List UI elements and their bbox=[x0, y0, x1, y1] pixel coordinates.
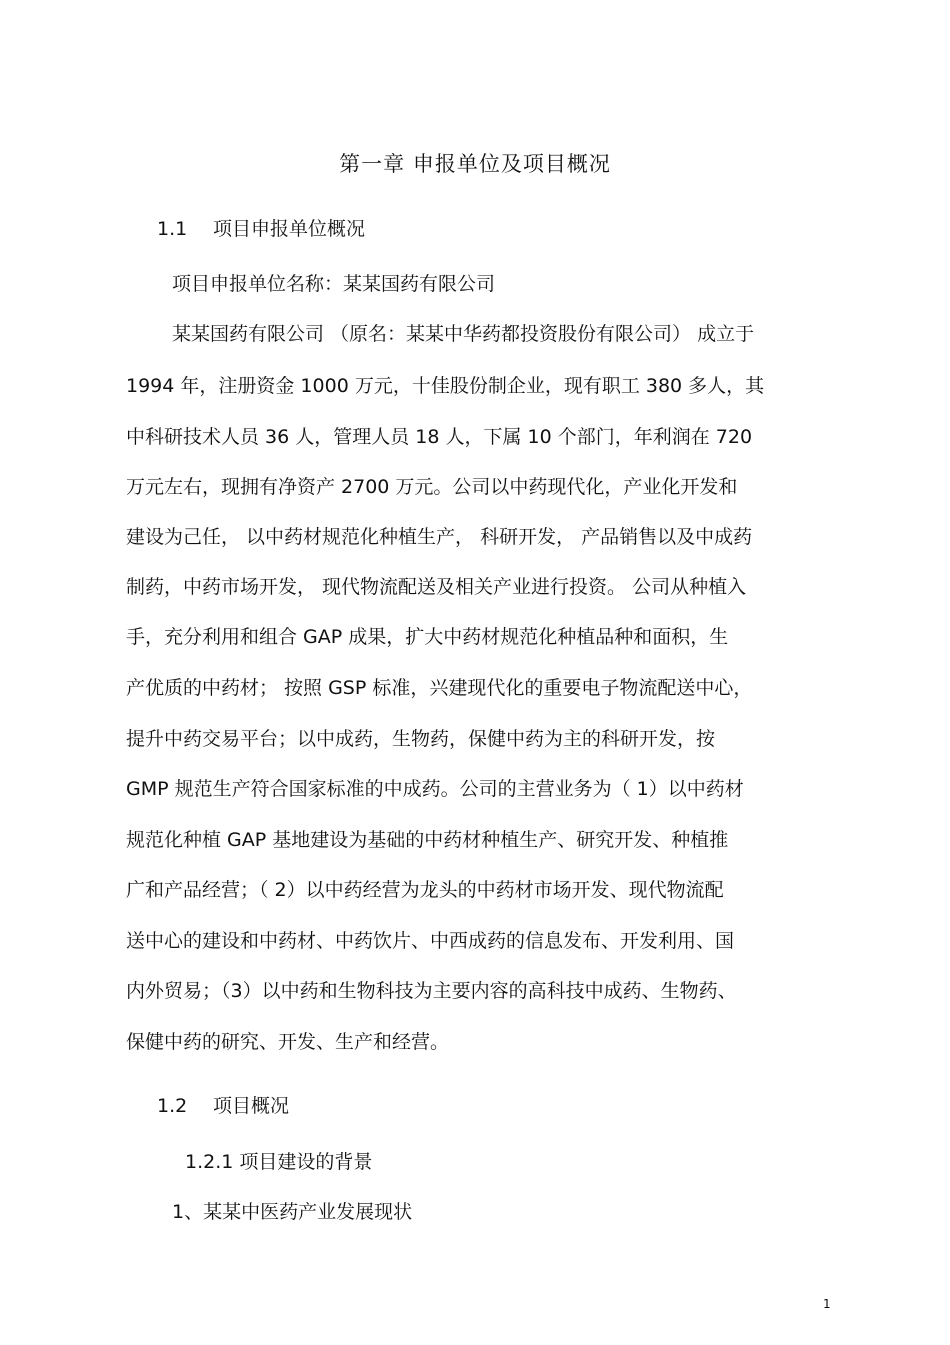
paragraph-line: 规范化种植 GAP 基地建设为基础的中药材种植生产、研究开发、种植推 bbox=[126, 829, 729, 851]
paragraph-line: 万元左右，现拥有净资产 2700 万元。公司以中药现代化，产业化开发和 bbox=[126, 476, 738, 498]
paragraph-line: 产优质的中药材； 按照 GSP 标准，兴建现代化的重要电子物流配送中心， bbox=[126, 677, 753, 699]
section-number: 1.2 bbox=[157, 1095, 188, 1117]
section-heading-1-1 bbox=[157, 214, 365, 241]
paragraph-line: 中科研技术人员 36 人，管理人员 18 人，下属 10 个部门，年利润在 720 bbox=[126, 426, 753, 448]
page-number: 1 bbox=[823, 1297, 831, 1311]
subsection-heading-1-2-1: 1.2.1 项目建设的背景 bbox=[185, 1151, 373, 1173]
paragraph-line: 建设为己任， 以中药材规范化种植生产， 科研开发， 产品销售以及中成药 bbox=[126, 526, 753, 548]
paragraph-line: 保健中药的研究、开发、生产和经营。 bbox=[126, 1031, 450, 1053]
paragraph-line: 送中心的建设和中药材、中药饮片、中西成药的信息发布、开发利用、国 bbox=[126, 930, 735, 952]
paragraph-line: 1994 年，注册资金 1000 万元，十佳股份制企业，现有职工 380 多人，其 bbox=[126, 375, 765, 397]
paragraph-line: 内外贸易；（3）以中药和生物科技为主要内容的高科技中成药、生物药、 bbox=[126, 980, 737, 1002]
list-item-heading: 1、某某中医药产业发展现状 bbox=[172, 1201, 413, 1223]
section-number: 1.1 bbox=[157, 218, 188, 240]
paragraph-line: 手，充分利用和组合 GAP 成果，扩大中药材规范化种植品种和面积，生 bbox=[126, 626, 729, 648]
section-title: 项目概况 bbox=[213, 1095, 290, 1117]
applicant-name-line: 项目申报单位名称：某某国药有限公司 bbox=[172, 273, 496, 295]
paragraph-line: 制药，中药市场开发， 现代物流配送及相关产业进行投资。 公司从种植入 bbox=[126, 576, 747, 598]
section-title: 项目申报单位概况 bbox=[213, 218, 366, 240]
paragraph-line: GMP 规范生产符合国家标准的中成药。公司的主营业务为（ 1）以中药材 bbox=[126, 778, 744, 800]
paragraph-line: 某某国药有限公司 （原名：某某中华药都投资股份有限公司） 成立于 bbox=[172, 323, 755, 345]
paragraph-line: 广和产品经营；（ 2）以中药经营为龙头的中药材市场开发、现代物流配 bbox=[126, 879, 724, 901]
chapter-title: 第一章 申报单位及项目概况 bbox=[339, 152, 611, 176]
paragraph-line: 提升中药交易平台；以中成药，生物药，保健中药为主的科研开发，按 bbox=[126, 728, 716, 750]
section-heading-1-2 bbox=[157, 1091, 289, 1118]
